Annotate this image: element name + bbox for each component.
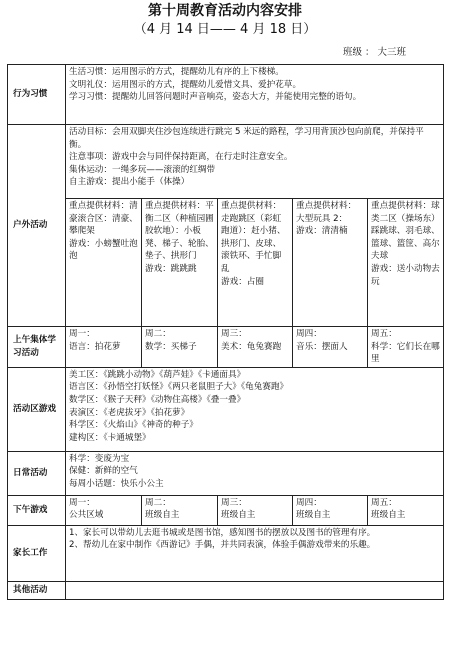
behavior-line: 生活习惯：运用图示的方式，提醒幼儿有序的上下楼梯。 — [69, 67, 284, 77]
afternoon-day-2: 周二： 班级自主 — [142, 495, 218, 525]
outdoor-line: 自主游戏：提出小能手（体操） — [69, 177, 190, 188]
behavior-line: 文明礼仪：运用图示的方式，提醒幼儿爱惜文具、爱护花草。 — [69, 79, 302, 90]
area-line: 语言区：《孙悟空打妖怪》《两只老鼠胆子大》《龟兔赛跑》 — [69, 382, 289, 393]
parents-content — [66, 525, 444, 581]
outdoor-line: 活动目标：会用双脚夹住沙包连续进行跳完 5 米远的路程，学习用背顶沙包向前爬，并保持平衡。 — [69, 127, 424, 150]
morning-day-5: 周五： 科学：它们长在哪里 — [368, 327, 444, 368]
behavior-content — [66, 65, 444, 125]
row-behavior — [8, 65, 444, 125]
morning-day-1: 周一： 语言：拍花萝 — [66, 327, 142, 368]
outdoor-zone-2: 重点提供材料：平衡二区（种植园圃胶软地）：小板凳、梯子、轮胎、垫子、拱形门 游戏：跳跳跳 — [142, 199, 218, 327]
outdoor-zone-3: 重点提供材料：走跑跳区（彩虹跑道）：赶小猪、拱形门、皮球、滚铁环、手忙脚乱 游戏：占圈 — [218, 199, 293, 327]
outdoor-zone-5: 重点提供材料：球类二区（操场东）踩跳球、羽毛球、篮球、篮筐、高尔夫球 游戏：送小动物去玩 — [368, 199, 444, 327]
morning-day-4: 周四： 音乐：摆面人 — [293, 327, 368, 368]
row-label-other: 其他活动 — [8, 581, 66, 599]
parents-line: 1、家长可以带幼儿去逛书城或是图书馆，感知图书的摆放以及图书的管理有序。 — [69, 527, 376, 538]
outdoor-line: 注意事项：游戏中会与同伴保持距离，在行走时注意安全。 — [69, 152, 293, 163]
date-range: （4 月 14 日—— 4 月 18 日） — [133, 22, 317, 37]
afternoon-day-4: 周四： 班级自主 — [293, 495, 368, 525]
row-morning-learning — [8, 327, 444, 368]
row-label-behavior: 行为习惯 — [8, 65, 66, 125]
daily-content — [66, 451, 444, 495]
daily-line: 科学：变废为宝 — [69, 453, 130, 464]
afternoon-day-3: 周三： 班级自主 — [218, 495, 293, 525]
morning-day-3: 周三： 美术：龟兔赛跑 — [218, 327, 293, 368]
row-afternoon — [8, 495, 444, 525]
row-label-parents: 家长工作 — [8, 525, 66, 581]
afternoon-day-1: 周一： 公共区域 — [66, 495, 142, 525]
row-label-afternoon: 下午游戏 — [8, 495, 66, 525]
daily-line: 每周小话题：快乐小公主 — [69, 478, 164, 489]
row-label-morning: 上午集体学习活动 — [8, 327, 66, 368]
row-daily — [8, 451, 444, 495]
row-parents — [8, 525, 444, 581]
area-line: 数学区：《猴子天秤》《动物住高楼》《叠一叠》 — [69, 394, 246, 405]
other-content — [66, 581, 444, 599]
area-games-content — [66, 367, 444, 451]
row-outdoor-goals — [8, 125, 444, 199]
area-line: 科学区：《火焰山》《神奇的种子》 — [69, 420, 198, 431]
parents-line: 2、帮幼儿在家中制作《西游记》手偶，并共同表演，体验手偶游戏带来的乐趣。 — [69, 540, 376, 551]
daily-line: 保健：新鲜的空气 — [69, 466, 138, 477]
outdoor-goals — [66, 125, 444, 199]
row-area-games — [8, 367, 444, 451]
row-label-daily: 日常活动 — [8, 451, 66, 495]
row-label-areas: 活动区游戏 — [8, 367, 66, 451]
area-line: 建构区：《卡通城堡》 — [69, 432, 151, 443]
document-title: 第十周教育活动内容安排 — [148, 3, 302, 19]
outdoor-zone-4: 重点提供材料：大型玩具 2： 游戏：清清楠 — [293, 199, 368, 327]
class-label: 班级 ： 大三班 — [342, 47, 406, 58]
area-line: 美工区：《跳跳小动物》《葫芦娃》《卡通面具》 — [69, 369, 246, 380]
schedule-table — [7, 64, 444, 600]
behavior-line: 学习习惯：提醒幼儿回答问题时声音响亮，姿态大方，并能使用完整的语句。 — [69, 92, 362, 103]
afternoon-day-5: 周五： 班级自主 — [368, 495, 444, 525]
outdoor-zone-1: 重点提供材料：清豪滚合区：清豪、攀爬架 游戏：小螃蟹吐泡泡 — [66, 199, 142, 327]
area-line: 表演区：《老虎拔牙》《拍花萝》 — [69, 407, 190, 418]
outdoor-line: 集体运动：一绳多玩——滚滚的红绸带 — [69, 164, 216, 175]
row-label-outdoor: 户外活动 — [8, 125, 66, 327]
morning-day-2: 周二： 数学：买梯子 — [142, 327, 218, 368]
row-other — [8, 581, 444, 599]
row-outdoor-zones — [8, 199, 444, 327]
